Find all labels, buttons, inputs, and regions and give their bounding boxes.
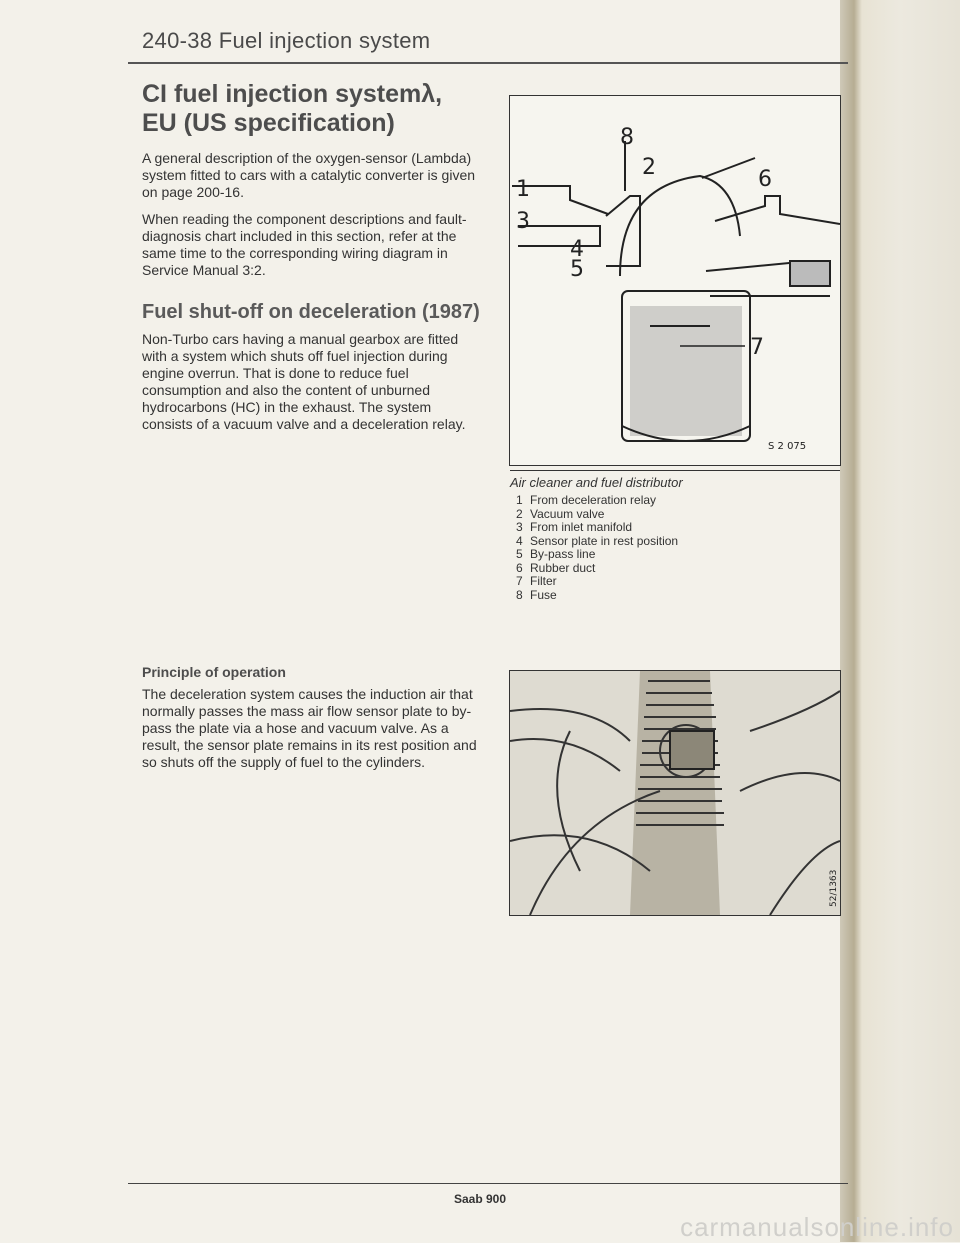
callout-1: 1 xyxy=(516,177,530,202)
legend-text: Fuse xyxy=(530,587,557,602)
legend-item xyxy=(510,535,840,549)
principle-section xyxy=(142,664,482,781)
callout-5: 5 xyxy=(570,257,584,282)
figure-caption xyxy=(510,470,840,602)
callout-6: 6 xyxy=(758,167,772,192)
legend-number: 5 xyxy=(516,547,523,561)
legend-item xyxy=(510,562,840,576)
adjacent-page-edge xyxy=(840,0,960,1242)
page-header: 240-38 Fuel injection system xyxy=(142,28,431,53)
engine-bay-drawing xyxy=(510,671,840,915)
caption-title: Air cleaner and fuel distributor xyxy=(510,470,840,490)
photo-code: 52/1363 xyxy=(829,869,839,907)
legend-number: 6 xyxy=(516,560,523,575)
left-column xyxy=(142,80,482,443)
legend-item xyxy=(510,521,840,535)
header-divider xyxy=(128,62,848,64)
principle-heading: Principle of operation xyxy=(142,664,286,680)
ci-system-heading: CI fuel injection systemλ, EU (US specification) xyxy=(142,80,443,137)
legend-item xyxy=(510,589,840,603)
figure-code: S 2 075 xyxy=(768,441,807,452)
air-cleaner-drawing xyxy=(510,96,840,465)
legend-number: 4 xyxy=(516,533,523,548)
engine-bay-photo xyxy=(509,670,841,916)
watermark xyxy=(0,1212,960,1243)
callout-2: 2 xyxy=(642,155,656,180)
watermark-text: carmanualsonline.info xyxy=(680,1212,954,1242)
callout-4: 4 xyxy=(570,237,584,262)
fuel-shutoff-heading: Fuel shut-off on deceleration (1987) xyxy=(142,301,480,323)
legend-text: Sensor plate in rest position xyxy=(530,533,679,548)
legend-text: From inlet manifold xyxy=(530,520,633,534)
page-footer: Saab 900 xyxy=(453,1192,507,1206)
legend-number: 3 xyxy=(516,520,523,534)
principle-paragraph: The deceleration system causes the induction air that normally passes the mass air flow sensor plate to by-pass the plate via a hose and vacuum valve. As a result, the sensor plate remains in its rest position and so shuts off the supply of fuel to the cylinders. xyxy=(142,686,477,770)
legend-item xyxy=(510,508,840,522)
legend-number: 7 xyxy=(516,574,523,588)
air-cleaner-diagram xyxy=(509,95,841,466)
callout-8: 8 xyxy=(620,125,634,150)
ci-paragraph-2: When reading the component descriptions and fault-diagnosis chart included in this section, refer at the same time to the corresponding wiring diagram in Service Manual 3:2. xyxy=(142,211,467,278)
legend-number: 2 xyxy=(516,506,523,521)
legend-item xyxy=(510,494,840,508)
legend-item xyxy=(510,575,840,589)
legend-text: Rubber duct xyxy=(530,560,596,575)
legend-text: From deceleration relay xyxy=(530,493,657,507)
legend-number: 1 xyxy=(516,493,523,507)
ci-paragraph-1: A general description of the oxygen-sensor (Lambda) system fitted to cars with a catalytic converter is given on page 200-16. xyxy=(142,150,476,200)
fuel-shutoff-paragraph: Non-Turbo cars having a manual gearbox are fitted with a system which shuts off fuel injection during engine overrun. That is done to reduce fuel consumption and also the content of unburned hydrocarbons (HC) in the exhaust. The system consists of a vacuum valve and a deceleration relay. xyxy=(142,331,466,432)
legend-number: 8 xyxy=(516,587,523,602)
callout-7: 7 xyxy=(750,335,764,360)
legend-text: Vacuum valve xyxy=(530,506,605,521)
legend-item xyxy=(510,548,840,562)
legend-text: Filter xyxy=(530,574,557,588)
legend-text: By-pass line xyxy=(530,547,596,561)
callout-3: 3 xyxy=(516,209,530,234)
footer-divider xyxy=(128,1183,848,1184)
